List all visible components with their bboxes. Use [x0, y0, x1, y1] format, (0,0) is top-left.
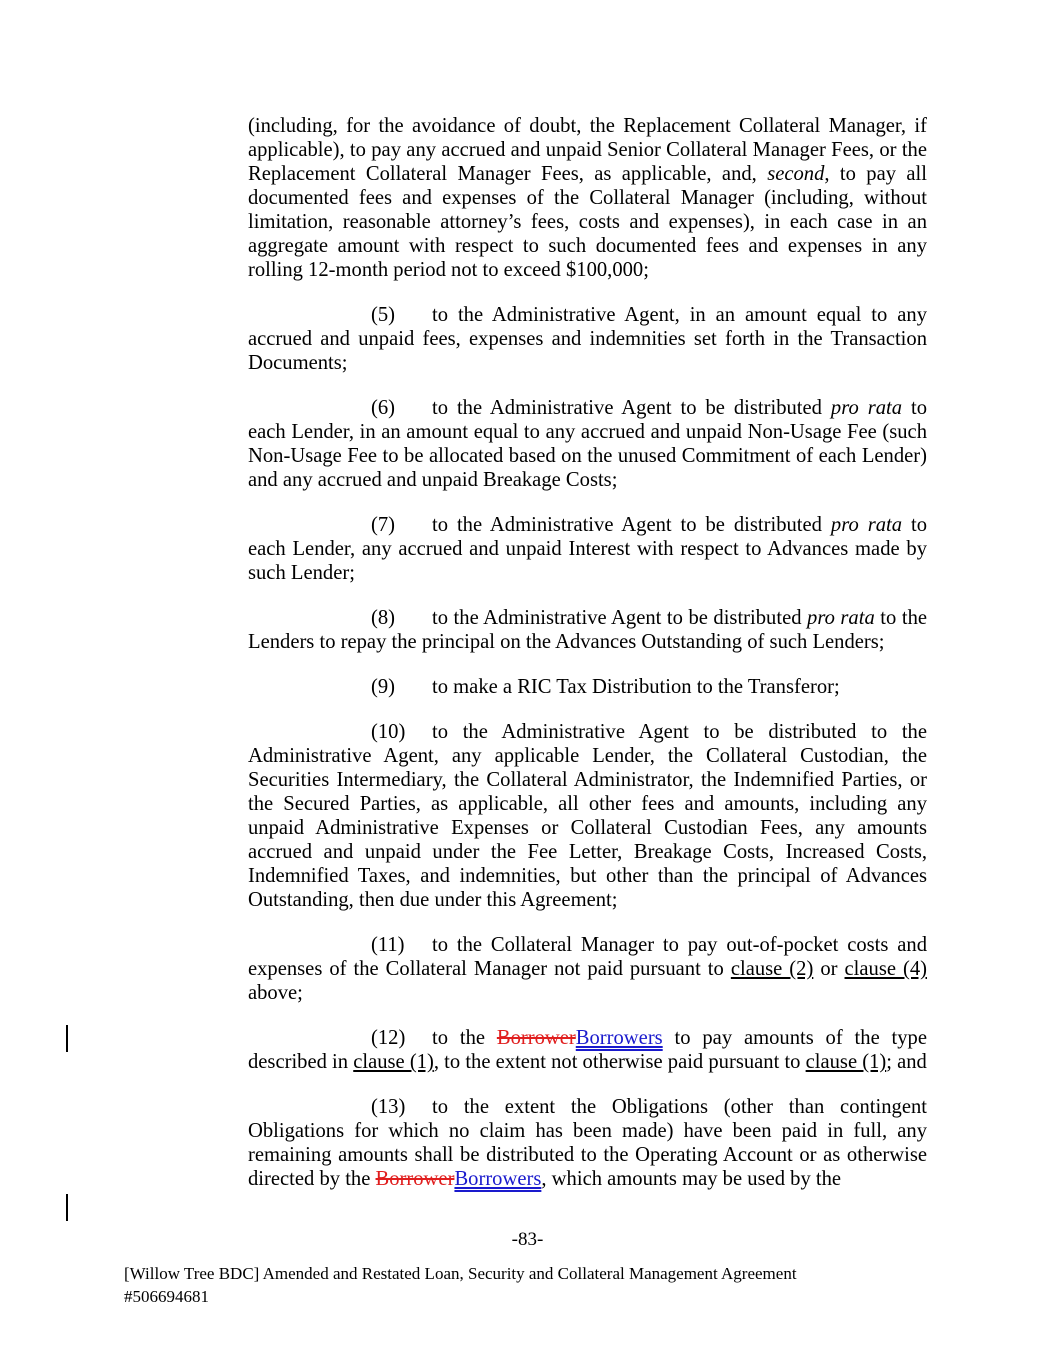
- document-body: [248, 114, 927, 1212]
- text-run: pro rata: [830, 397, 903, 419]
- text-run: , to pay all documented fees and expenses of the Collateral Manager (including, without limitation, reasonable attorney’s fees, costs and expenses), in each case in an aggregate amount with respect to such documented fees and expenses in any rolling 12-month period not to exceed $100,000;: [248, 163, 927, 281]
- text-run: second: [767, 163, 825, 185]
- text-run: to the Administrative Agent to be distributed: [432, 397, 831, 419]
- text-run: or: [813, 958, 845, 980]
- text-run: ; and: [886, 1051, 927, 1073]
- clause-paragraph-12: [248, 1026, 927, 1074]
- clause-number: (12): [371, 1027, 406, 1049]
- deleted-text: Borrower: [496, 1027, 576, 1049]
- clause-number: (10): [371, 721, 406, 743]
- text-run: to each Lender, any accrued and unpaid Interest with respect to Advances made by such Lender;: [248, 514, 928, 584]
- clause-paragraph-13: [248, 1095, 927, 1191]
- clause-paragraph-7: [248, 513, 927, 585]
- clause-number: (5): [371, 304, 396, 326]
- paragraph-continuation: [248, 114, 927, 282]
- deleted-text: Borrower: [375, 1168, 455, 1190]
- clause-paragraph-11: [248, 933, 927, 1005]
- clause-number: (9): [371, 676, 396, 698]
- clause-reference: clause (1): [353, 1051, 434, 1073]
- clause-paragraph-9: [248, 675, 927, 699]
- text-run: pro rata: [807, 607, 875, 629]
- text-run: , which amounts may be used by the: [541, 1168, 842, 1190]
- clause-paragraph-5: [248, 303, 927, 375]
- text-run: to each Lender, in an amount equal to any accrued and unpaid Non-Usage Fee (such Non-Usage Fee to be allocated based on the unused Commitment of each Lender) and any accrued and unpaid Breakage Costs;: [248, 397, 928, 491]
- clause-number: (6): [371, 397, 396, 419]
- text-run: above;: [248, 982, 303, 1004]
- clause-reference: clause (2): [730, 958, 814, 980]
- clause-reference: clause (1): [805, 1051, 887, 1073]
- revision-change-bar: [66, 1194, 68, 1221]
- text-run: to the Collateral Manager to pay out-of-pocket costs and expenses of the Collateral Manager not paid pursuant to: [248, 934, 927, 980]
- text-run: to the Administrative Agent to be distributed: [432, 514, 831, 536]
- clause-paragraph-6: [248, 396, 927, 492]
- clause-paragraph-10: [248, 720, 927, 912]
- inserted-text: Borrowers: [575, 1027, 663, 1049]
- footer-document-title: [Willow Tree BDC] Amended and Restated Loan, Security and Collateral Management Agreement: [124, 1264, 797, 1283]
- clause-reference: clause (4): [844, 958, 927, 980]
- text-run: pro rata: [830, 514, 903, 536]
- text-run: to the: [432, 1027, 497, 1049]
- text-run: (including, for the avoidance of doubt, the Replacement Collateral Manager, if applicable), to pay any accrued and unpaid Senior Collateral Manager Fees, or the Replacement Collateral Manager Fees, as applicable, and,: [248, 115, 927, 185]
- inserted-text: Borrowers: [454, 1168, 542, 1190]
- revision-change-bar: [66, 1025, 68, 1052]
- text-run: to the Lenders to repay the principal on the Advances Outstanding of such Lenders;: [248, 607, 928, 653]
- text-run: to the Administrative Agent, in an amount equal to any accrued and unpaid fees, expenses and indemnities set forth in the Transaction Documents;: [248, 304, 927, 374]
- text-run: to the extent the Obligations (other than contingent Obligations for which no claim has been made) have been paid in full, any remaining amounts shall be distributed to the Operating Account or as otherwise directed by the: [248, 1096, 927, 1190]
- text-run: to the Administrative Agent to be distributed to the Administrative Agent, any applicable Lender, the Collateral Custodian, the Securities Intermediary, the Collateral Administrator, the Indemnified Parties, or the Secured Parties, as applicable, all other fees and amounts, including any unpaid Administrative Expenses or Collateral Custodian Fees, any amounts accrued and unpaid under the Fee Letter, Breakage Costs, Increased Costs, Indemnified Taxes, and indemnities, but other than the principal of Advances Outstanding, then due under this Agreement;: [248, 721, 927, 911]
- clause-number: (8): [371, 607, 396, 629]
- text-run: to pay amounts of the type described in: [248, 1027, 927, 1073]
- page-footer: [124, 1263, 944, 1308]
- clause-number: (11): [371, 934, 405, 956]
- clause-paragraph-8: [248, 606, 927, 654]
- text-run: to make a RIC Tax Distribution to the Transferor;: [432, 676, 840, 698]
- footer-document-id: #506694681: [124, 1286, 209, 1306]
- clause-number: (7): [371, 514, 396, 536]
- clause-number: (13): [371, 1096, 406, 1118]
- text-run: to the Administrative Agent to be distributed: [432, 607, 808, 629]
- page-number: -83-: [511, 1229, 544, 1250]
- text-run: , to the extent not otherwise paid pursuant to: [433, 1051, 806, 1073]
